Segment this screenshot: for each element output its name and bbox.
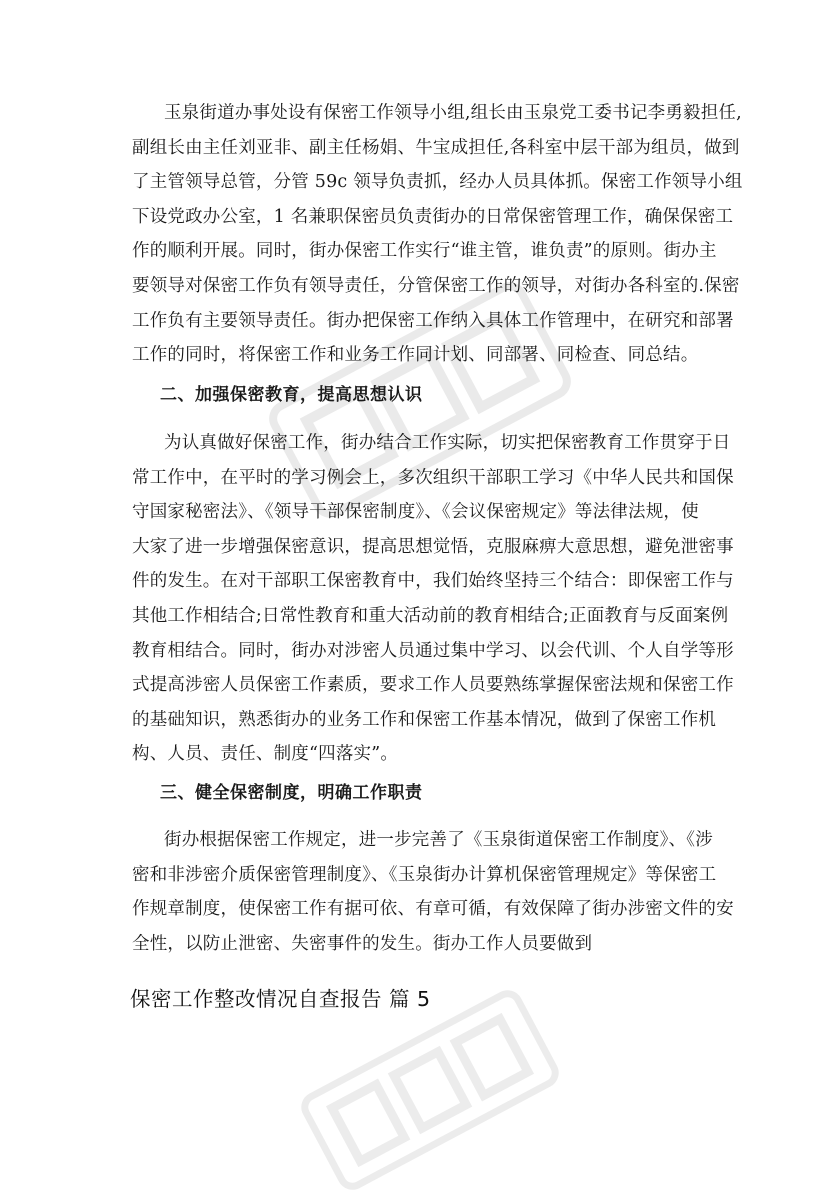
text-line: 下设党政办公室，1 名兼职保密员负责街办的日常保密管理工作，确保保密工 [132,206,734,227]
paragraph-leadership [132,96,743,373]
text-line: 要领导对保密工作负有领导责任，分管保密工作的领导，对街办各科室的.保密 [132,275,740,296]
text-line: 为认真做好保密工作，街办结合工作实际，切实把保密教育工作贯穿于日 [164,433,731,453]
text-line: 教育相结合。同时，街办对涉密人员通过集中学习、以会代训、个人自学等形 [132,640,734,661]
text-line: 式提高涉密人员保密工作素质，要求工作人员要熟练掌握保密法规和保密工作 [132,675,734,696]
text-line: 常工作中，在平时的学习例会上，多次组织干部职工学习《中华人民共和国保 [132,467,734,488]
text-line: 密和非涉密介质保密管理制度》、《玉泉街办计算机保密管理规定》等保密工 [132,864,717,885]
text-line: 的基础知识，熟悉街办的业务工作和保密工作基本情况，做到了保密工作机 [132,709,717,730]
text-line: 副组长由主任刘亚非、副主任杨娟、牛宝成担任,各科室中层干部为组员，做到 [132,137,740,158]
text-line: 大家了进一步增强保密意识，提高思想觉悟，克服麻痹大意思想，避免泄密事 [132,536,734,557]
text-line: 守国家秘密法》、《领导干部保密制度》、《会议保密规定》等法律法规，使 [132,502,699,523]
text-line: 作的顺利开展。同时，街办保密工作实行“谁主管，谁负责”的原则。街办主 [132,241,717,262]
text-line: 了主管领导总管，分管 59c 领导负责抓，经办人员具体抓。保密工作领导小组 [132,172,743,193]
paragraph-regulations [132,823,732,961]
text-line: 工作负有主要领导责任。街办把保密工作纳入具体工作管理中，在研究和部署 [132,310,734,331]
text-line: 工作的同时，将保密工作和业务工作同计划、同部署、同检查、同总结。 [132,345,699,366]
text-line: 玉泉街道办事处设有保密工作领导小组,组长由玉泉党工委书记李勇毅担任, [164,103,742,123]
text-line: 作规章制度，使保密工作有据可依、有章可循，有效保障了街办涉密文件的安 [132,899,734,920]
heading-education: 二、加强保密教育，提高思想认识 [160,385,423,405]
text-line: 街办根据保密工作规定，进一步完善了《玉泉街道保密工作制度》、《涉 [164,830,713,850]
section-title: 保密工作整改情况自查报告 篇 5 [130,987,431,1011]
paragraph-education [132,426,732,772]
text-line: 其他工作相结合;日常性教育和重大活动前的教育相结合;正面教育与反面案例 [132,605,729,626]
text-line: 全性，以防止泄密、失密事件的发生。街办工作人员要做到 [132,933,593,954]
heading-regulations: 三、健全保密制度，明确工作职责 [160,783,423,803]
text-line: 构、人员、责任、制度“四落实”。 [132,744,399,765]
text-line: 件的发生。在对干部职工保密教育中，我们始终坚持三个结合：即保密工作与 [132,571,734,592]
